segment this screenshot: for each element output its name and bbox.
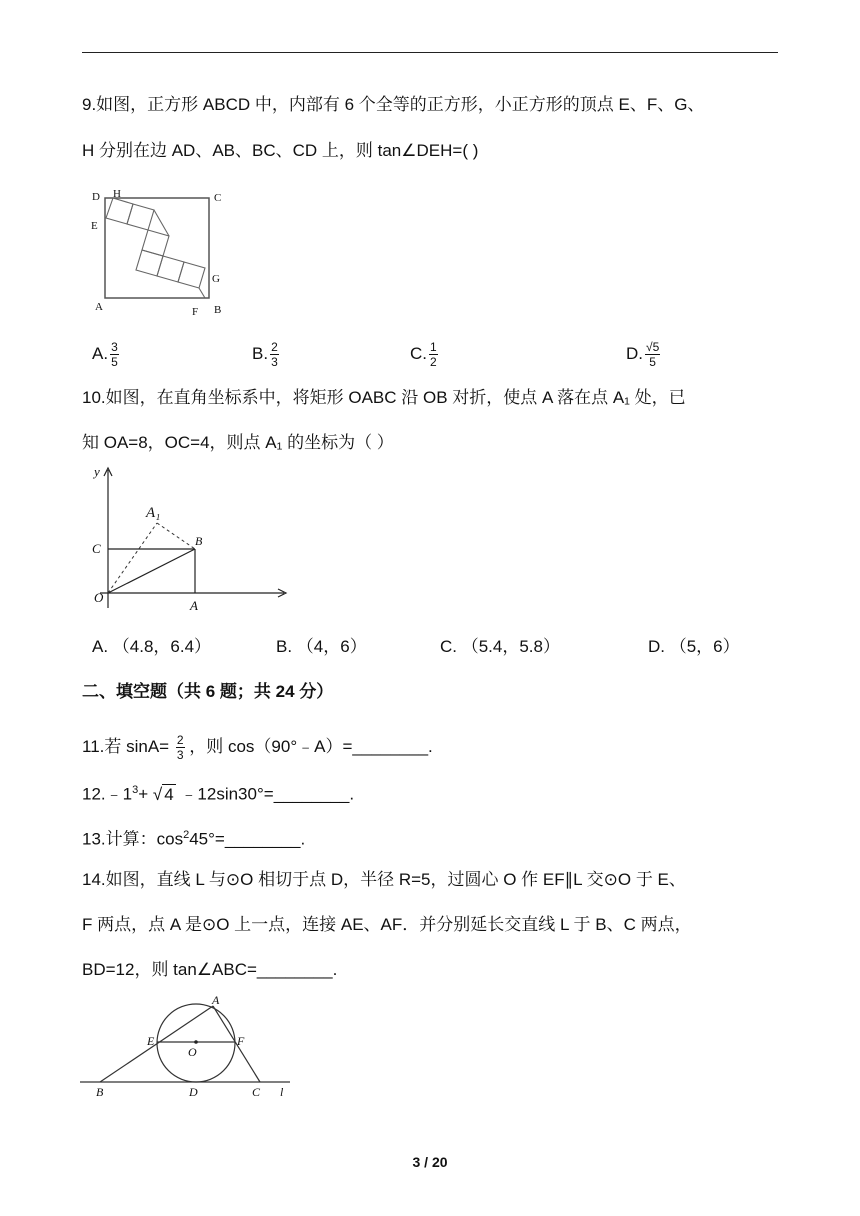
- q9-option-c-fraction: [429, 340, 438, 369]
- q9-option-a[interactable]: [92, 340, 119, 369]
- q9-label-c: C: [214, 192, 222, 204]
- q14-text-line3: BD=12，则 tan∠ABC=________.: [82, 960, 338, 979]
- q9-option-b-den: 3: [271, 355, 278, 369]
- q10-label-b: B: [195, 534, 203, 548]
- q10-option-d[interactable]: D. （5，6）: [648, 637, 740, 656]
- q9-label-g: G: [212, 273, 220, 285]
- q9-option-c-prefix: C.: [410, 343, 427, 363]
- q12-text: [82, 779, 354, 806]
- q13-suffix: 45°=________.: [189, 829, 306, 849]
- q12-exponent: 3: [132, 784, 139, 796]
- q13-prefix: 13.计算：cos: [82, 829, 184, 849]
- q10-label-c: C: [92, 541, 101, 556]
- q11-text: [82, 733, 433, 762]
- q9-option-d-den: 5: [649, 355, 656, 369]
- q9-option-b[interactable]: [252, 340, 279, 369]
- q9-option-b-num: 2: [271, 340, 278, 354]
- q11-prefix: 11.若 sinA=: [82, 736, 170, 756]
- page-number: 3 / 20: [412, 1154, 448, 1170]
- q12-sqrt: √ 4: [152, 784, 174, 804]
- q10-label-a1: A₁: [146, 505, 161, 521]
- q10-label-a: A: [190, 598, 198, 613]
- q14-label-c: C: [252, 1085, 261, 1099]
- q9-option-d-num: √5: [646, 340, 660, 354]
- q12-radicand: 4: [164, 784, 174, 804]
- q14-label-d: D: [189, 1085, 198, 1099]
- q9-option-a-fraction: [110, 340, 119, 369]
- q9-option-a-num: 3: [111, 340, 118, 354]
- q13-text: [82, 824, 305, 851]
- q14-label-o: O: [188, 1045, 197, 1059]
- q10-option-c[interactable]: C. （5.4，5.8）: [440, 637, 560, 656]
- q12-prefix: 12.﹣1: [82, 784, 133, 804]
- q11-suffix: ，则 cos（90°﹣A）=________.: [189, 736, 433, 756]
- q13-exponent: 2: [183, 829, 190, 841]
- q9-option-a-prefix: A.: [92, 343, 109, 363]
- q14-label-e: E: [147, 1034, 155, 1048]
- q14-label-l: l: [280, 1085, 284, 1099]
- q12-suffix: ﹣12sin30°=________.: [180, 784, 355, 804]
- header-rule: [82, 52, 778, 53]
- q9-option-b-fraction: [270, 340, 279, 369]
- q9-label-a: A: [95, 301, 103, 313]
- q9-square-figure: [86, 184, 226, 318]
- q10-text-line2: 知 OA=8，OC=4，则点 A₁ 的坐标为（ ）: [82, 433, 394, 452]
- q10-label-o: O: [94, 590, 104, 605]
- q9-option-c-den: 2: [430, 355, 437, 369]
- q11-num: 2: [176, 733, 184, 747]
- q9-option-d-prefix: D.: [626, 343, 643, 363]
- q14-text-line2: F 两点，点 A 是⊙O 上一点，连接 AE、AF．并分别延长交直线 L 于 B、C 两点，: [82, 915, 692, 934]
- q9-option-c[interactable]: [410, 340, 438, 369]
- q10-coordinate-figure: [84, 460, 294, 618]
- q9-option-d[interactable]: [626, 340, 660, 369]
- q11-den: 3: [176, 748, 184, 762]
- q9-option-b-prefix: B.: [252, 343, 269, 363]
- q9-option-d-fraction: [645, 340, 660, 369]
- q9-label-h: H: [113, 188, 121, 200]
- q11-fraction: [176, 733, 185, 762]
- q14-label-b: B: [96, 1085, 104, 1099]
- q9-label-e: E: [91, 220, 98, 232]
- q10-option-b[interactable]: B. （4，6）: [276, 637, 367, 656]
- q14-label-f: F: [237, 1034, 245, 1048]
- q14-text-line1: 14.如图，直线 L 与⊙O 相切于点 D，半径 R=5，过圆心 O 作 EF∥L 交⊙O 于 E、: [82, 870, 686, 889]
- q9-label-f: F: [192, 306, 199, 318]
- q14-circle-figure: [80, 994, 300, 1104]
- q10-label-y: y: [94, 464, 100, 479]
- q9-text-line2: H 分别在边 AD、AB、BC、CD 上，则 tan∠DEH=( ): [82, 141, 479, 160]
- q10-option-a[interactable]: A. （4.8，6.4）: [92, 637, 212, 656]
- q9-text-line1: 9.如图，正方形 ABCD 中，内部有 6 个全等的正方形，小正方形的顶点 E、F、G、: [82, 95, 705, 114]
- q10-text-line1: 10.如图，在直角坐标系中，将矩形 OABC 沿 OB 对折，使点 A 落在点 A₁ 处，已: [82, 388, 686, 407]
- q12-plus: +: [138, 784, 153, 804]
- section-title: 二、填空题（共 6 题；共 24 分）: [82, 682, 334, 701]
- q9-label-d: D: [92, 191, 100, 203]
- q9-option-c-num: 1: [430, 340, 437, 354]
- q9-option-a-den: 5: [111, 355, 118, 369]
- q14-label-a: A: [212, 994, 220, 1007]
- q9-label-b: B: [214, 304, 222, 316]
